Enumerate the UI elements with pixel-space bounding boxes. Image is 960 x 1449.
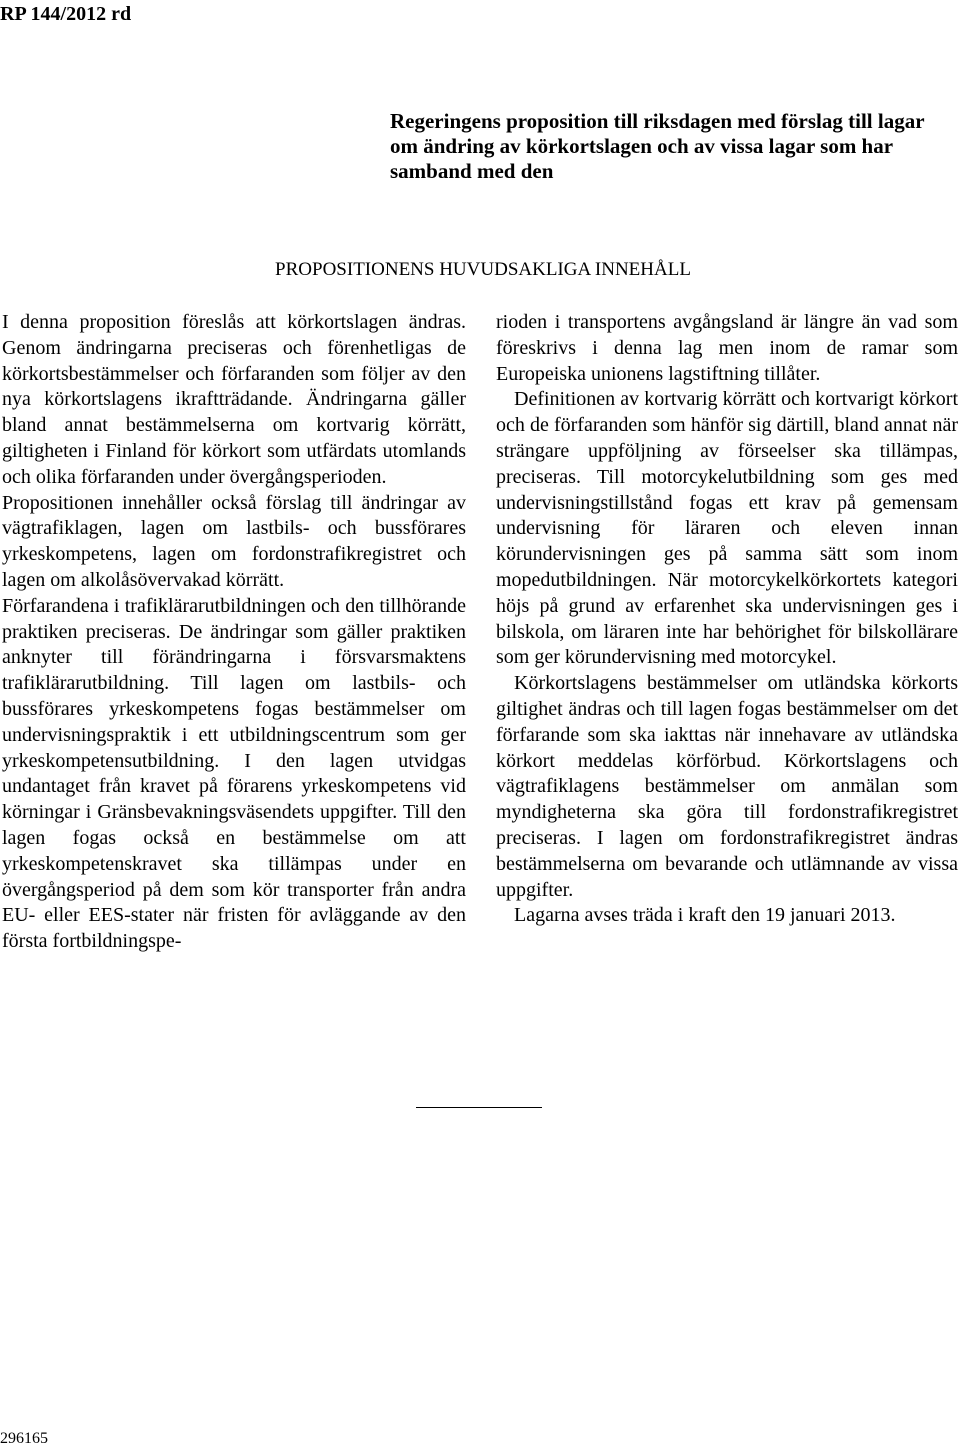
paragraph: Lagarna avses träda i kraft den 19 januari 2013. [514,904,896,927]
paragraph: Körkortslagens bestämmelser om utländska körkorts giltighet ändras och till lagen fogas bestämmelser om det förfarande som ska iakttas när innehavare av utländska körkort meddelas körförbud. Körkortslagens och vägtrafiklagens bestämmelser om anmälan som myndigheterna ska göra till fordonstrafikregistret preciseras. I lagen om fordonstrafikregistret ändras bestämmelserna om bevarande och utlämnande av vissa uppgifter. [496,672,958,901]
paragraph: Definitionen av kortvarig körrätt och kortvarigt körkort och de förfaranden som hänför sig därtill, bland annat när strängare uppföljning av förseelser ska tillämpas, preciseras. Till motorcykelutbildning som ges med undervisningstillstånd fogas ett krav på gemensam undervisning för läraren och eleven innan körundervisningen ges på samma sätt som inom mopedutbildningen. När motorcykelkörkortets kategori höjs på grund av erfarenhet ska undervisningen ges i bilskola, om läraren inte har behörighet för bilskollärare som ger körundervisning med motorcykel. [496,388,958,669]
paragraph: rioden i transportens avgångsland är längre än vad som föreskrivs i denna lag men inom de ramar som Europeiska unionens lagstiftning tillåter. [496,311,958,385]
footer-code: 296165 [0,1430,48,1447]
paragraph: I denna proposition föreslås att körkortslagen ändras. Genom ändringarna preciseras och förenhetligas de körkortsbestämmelser och förfaranden som följer av den nya körkortslagens ikraftträdande. Ändringarna gäller bland annat bestämmelserna om kortvarig körrätt, giltigheten i Finland för körkort som utfärdats utomlands och olika förfaranden under övergångsperioden. [2,311,466,488]
document-title: Regeringens proposition till riksdagen med förslag till lagar om ändring av körkortslagen och av vissa lagar som har samband med den [390,109,925,183]
paragraph: Propositionen innehåller också förslag till ändringar av vägtrafiklagen, lagen om lastbils- och bussförares yrkeskompetens, lagen om fordonstrafikregistret och lagen om alkolåsövervakad körrätt. [2,491,466,591]
right-column [496,310,958,929]
section-heading: PROPOSITIONENS HUVUDSAKLIGA INNEHÅLL [275,259,691,280]
paragraph: Förfarandena i trafiklärarutbildningen och den tillhörande praktiken preciseras. De ändringar som gäller praktiken anknyter till förändringarna i försvarsmaktens trafiklärarutbildning. Till lagen om lastbils- och bussförares yrkeskompetens fogas bestämmelser om undervisningspraktik i ett utbildningscentrum som ger yrkeskompetensutbildning. I den lagen utvidgas undantaget från kravet på förarens yrkeskompetens vid körningar i Gränsbevakningsväsendets uppgifter. Till den lagen fogas också en bestämmelse om att yrkeskompetenskravet ska tillämpas under en övergångsperiod på dem som kör transporter från andra EU- eller EES-stater när fristen för avläggande av den första fortbildningspe- [2,594,466,953]
document-id: RP 144/2012 rd [0,3,132,25]
left-column [2,310,466,955]
separator-line [416,1107,542,1108]
